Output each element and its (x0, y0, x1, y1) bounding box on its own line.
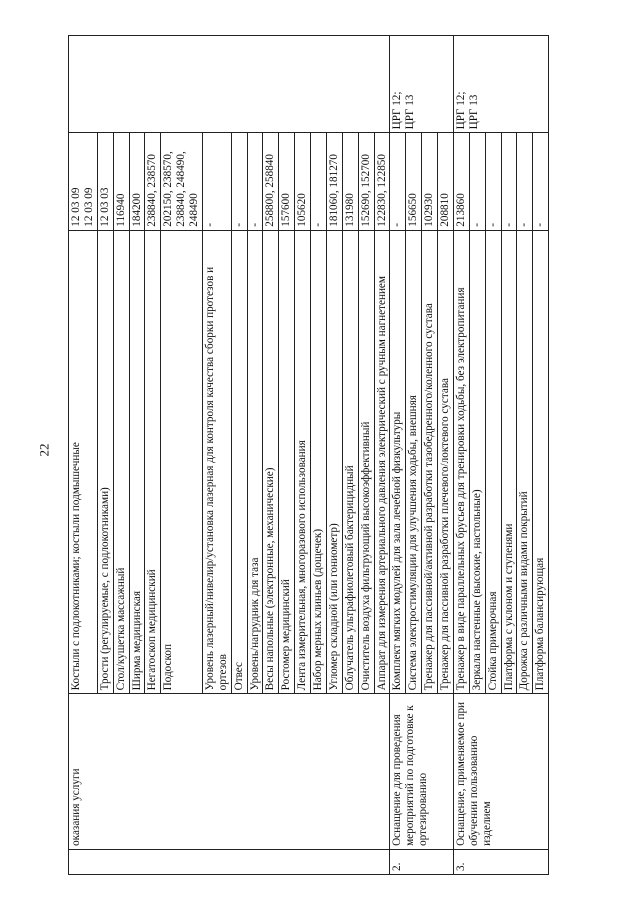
equipment-name: Весы напольные (электронные, механические) (263, 230, 279, 694)
equipment-name: Негатоскоп медицинский (145, 230, 161, 694)
category-cell: Оснащение, применяемое при обучении пользованию изделием (453, 694, 548, 850)
equipment-table-body (69, 36, 549, 875)
equipment-name: Облучатель ультрафиолетовый бактерицидный (342, 230, 358, 694)
equipment-name: Лента измерительная, многоразового использования (295, 230, 311, 694)
equipment-code: 258800, 258840 (263, 133, 279, 230)
equipment-name: Подоскоп (161, 230, 203, 694)
equipment-name: Аппарат для измерения артериального давления электрический с ручным нагнетением (374, 230, 390, 694)
equipment-name: Зеркала настенные (высокие, настольные) (469, 230, 485, 694)
row-number (69, 849, 390, 874)
equipment-code: - (533, 133, 549, 230)
equipment-name: Платформа с уклоном и ступенями (501, 230, 517, 694)
rotated-table-container (68, 35, 608, 875)
reference-cell (69, 36, 390, 133)
equipment-code: 12 03 03 (97, 133, 113, 230)
equipment-code: 122830, 122850 (374, 133, 390, 230)
equipment-code: 157600 (279, 133, 295, 230)
equipment-name: Угломер складной (или гониометр) (326, 230, 342, 694)
equipment-name: Очиститель воздуха фильтрующий высокоэффективный (358, 230, 374, 694)
equipment-code: 152690, 152700 (358, 133, 374, 230)
equipment-name: Костыли с подлокотниками; костыли подмышечные (69, 230, 98, 694)
equipment-name: Трости (регулируемые, с подлокотниками) (97, 230, 113, 694)
category-cell: оказания услуги (69, 694, 390, 850)
equipment-code: 105620 (295, 133, 311, 230)
equipment-code: 208810 (438, 133, 454, 230)
equipment-name: Тренажер для пассивной/активной разработки тазобедренного/коленного сустава (422, 230, 438, 694)
equipment-code: - (501, 133, 517, 230)
equipment-name: Дорожка с различными видами покрытий (517, 230, 533, 694)
equipment-code: - (469, 133, 485, 230)
equipment-code: 238840, 238570 (145, 133, 161, 230)
equipment-name: Комплект мягких модулей для зала лечебной физкультуры (390, 230, 406, 694)
equipment-code: - (485, 133, 501, 230)
table-row (453, 36, 469, 875)
reference-cell: ЦРГ 12; ЦРГ 13 (390, 36, 454, 133)
equipment-name: Тренажер для пассивной разработки плечевого/локтевого сустава (438, 230, 454, 694)
equipment-code: 116940 (113, 133, 129, 230)
equipment-code: 102930 (422, 133, 438, 230)
page-number: 22 (36, 443, 52, 457)
equipment-name: Уровень/нагрудник для таза (247, 230, 263, 694)
equipment-code: - (247, 133, 263, 230)
equipment-name: Тренажер в виде параллельных брусьев для тренировки ходьбы, без электропитания (453, 230, 469, 694)
equipment-name: Набор мерных клиньев (дощечек) (311, 230, 327, 694)
equipment-name: Система электростимуляции для улучшения ходьбы, внешняя (406, 230, 422, 694)
equipment-code: - (231, 133, 247, 230)
equipment-code: - (202, 133, 231, 230)
equipment-code: 12 03 09 12 03 09 (69, 133, 98, 230)
row-number: 2. (390, 849, 454, 874)
equipment-table (68, 35, 549, 875)
equipment-name: Отвес (231, 230, 247, 694)
equipment-name: Ширма медицинская (129, 230, 145, 694)
table-row (390, 36, 406, 875)
equipment-code: 156650 (406, 133, 422, 230)
row-number: 3. (453, 849, 548, 874)
equipment-code: 202150, 238570, 238840, 248490, 248490 (161, 133, 203, 230)
equipment-name: Ростомер медицинский (279, 230, 295, 694)
equipment-code: - (390, 133, 406, 230)
equipment-code: 213860 (453, 133, 469, 230)
equipment-name: Стол/кушетка массажный (113, 230, 129, 694)
reference-cell: ЦРГ 12; ЦРГ 13 (453, 36, 548, 133)
equipment-code: 181060, 181270 (326, 133, 342, 230)
equipment-name: Уровень лазерный/нивелир/установка лазерная для контроля качества сборки протезов и ортезов (202, 230, 231, 694)
equipment-code: 131980 (342, 133, 358, 230)
equipment-code: - (517, 133, 533, 230)
equipment-name: Стойка примерочная (485, 230, 501, 694)
equipment-code: - (311, 133, 327, 230)
table-row (69, 36, 98, 875)
equipment-code: 184200 (129, 133, 145, 230)
category-cell: Оснащение для проведения мероприятий по подготовке к ортезированию (390, 694, 454, 850)
equipment-name: Платформа балансирующая (533, 230, 549, 694)
